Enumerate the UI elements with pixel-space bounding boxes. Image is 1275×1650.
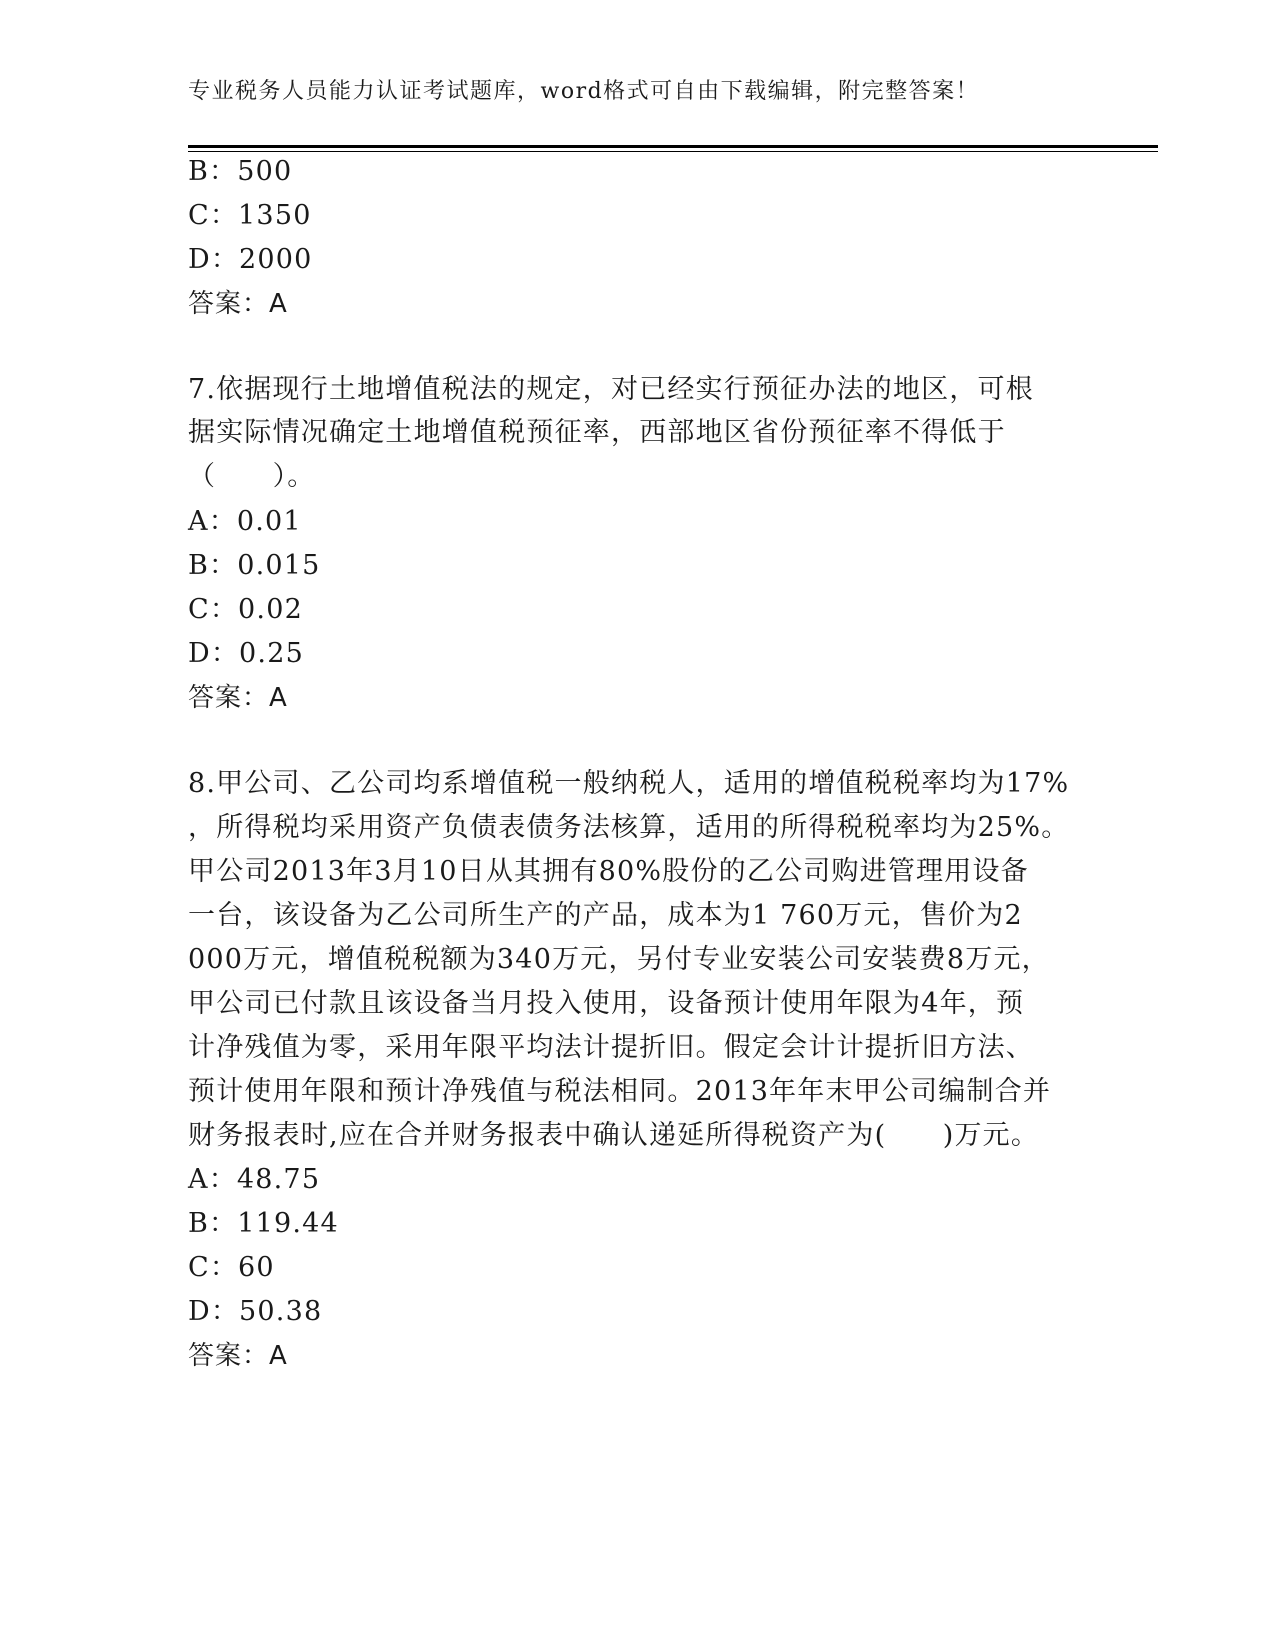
q8-option-a: A：48.75 (188, 1164, 321, 1195)
q7-text-line-1: 7.依据现行土地增值税法的规定，对已经实行预征办法的地区，可根 (188, 374, 1034, 405)
q6-answer: 答案：A (188, 289, 288, 319)
q6-option-b: B：500 (188, 156, 293, 187)
header-rule-thin (188, 151, 1158, 152)
q8-text-line-5: 000万元，增值税税额为340万元，另付专业安装公司安装费8万元， (188, 944, 1050, 975)
q8-text-line-6: 甲公司已付款且该设备当月投入使用，设备预计使用年限为4年，预 (188, 988, 1025, 1019)
q7-option-a: A：0.01 (188, 506, 302, 537)
q8-option-b: B：119.44 (188, 1208, 339, 1239)
q8-text-line-4: 一台，该设备为乙公司所生产的产品，成本为1 760万元，售价为2 (188, 900, 1023, 931)
header-rule-thick (188, 145, 1158, 148)
q8-text-line-2: ，所得税均采用资产负债表债务法核算，适用的所得税税率均为25%。 (188, 812, 1070, 843)
q7-option-b: B：0.015 (188, 550, 321, 581)
q8-option-d: D：50.38 (188, 1296, 323, 1327)
q8-text-line-9: 财务报表时,应在合并财务报表中确认递延所得税资产为( )万元。 (188, 1120, 1040, 1151)
q8-option-c: C：60 (188, 1252, 275, 1283)
q7-option-c: C：0.02 (188, 594, 303, 625)
q8-answer: 答案：A (188, 1341, 288, 1371)
q6-option-c: C：1350 (188, 200, 312, 231)
q8-text-line-7: 计净残值为零，采用年限平均法计提折旧。假定会计计提折旧方法、 (188, 1032, 1034, 1063)
q8-text-line-1: 8.甲公司、乙公司均系增值税一般纳税人，适用的增值税税率均为17% (188, 768, 1070, 799)
q7-answer: 答案：A (188, 683, 288, 713)
q8-text-line-8: 预计使用年限和预计净残值与税法相同。2013年年末甲公司编制合并 (188, 1076, 1052, 1107)
q7-text-line-3: （ ）。 (188, 461, 316, 492)
q6-option-d: D：2000 (188, 244, 313, 275)
q7-text-line-2: 据实际情况确定土地增值税预征率，西部地区省份预征率不得低于 (188, 417, 1006, 448)
q8-text-line-3: 甲公司2013年3月10日从其拥有80%股份的乙公司购进管理用设备 (188, 856, 1029, 887)
q7-option-d: D：0.25 (188, 638, 304, 669)
page-header: 专业税务人员能力认证考试题库，word格式可自由下载编辑，附完整答案！ (188, 79, 980, 104)
